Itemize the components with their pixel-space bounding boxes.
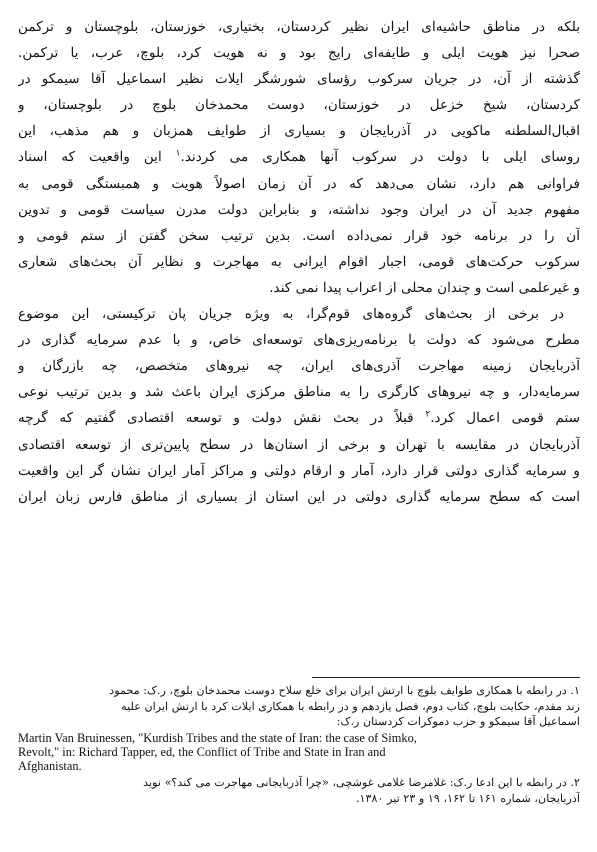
paragraph-1 bbox=[18, 14, 580, 301]
footnote-line: ۱. در رابطه با همکاری طوایف بلوچ با ارتش ایران برای خلع سلاح دوست محمدخان بلوچ، ر.ک: محمود bbox=[109, 684, 580, 697]
footnotes bbox=[18, 683, 580, 806]
text-line: و سرمایه گذاری دولتی قرار دارد، آمار و ارقام دولتی و مراکز آمار ایران نشان گر این واقعیت bbox=[18, 462, 580, 479]
text-line: است که سطح سرمایه گذاری دولتی در این استان از بسیاری از مناطق فارس زبان ایران bbox=[18, 488, 580, 505]
footnote-divider bbox=[312, 677, 580, 678]
footnote-2 bbox=[18, 775, 580, 806]
text-segment: این واقعیت که اسناد bbox=[18, 149, 176, 166]
text-line: آذربایجان در مقایسه با تهران و برخی از استان‌ها در سطح پایین‌تری از توسعه اقتصادی bbox=[18, 436, 580, 453]
footnote-1 bbox=[18, 683, 580, 730]
text-line bbox=[18, 405, 580, 431]
footnote-ref-2[interactable]: ۲ bbox=[425, 409, 431, 420]
footnote-line: Martin Van Bruinessen, "Kurdish Tribes and the state of Iran: the case of Simko, bbox=[18, 730, 417, 745]
text-line: فراوانی هم دارد، نشان می‌دهد که در آن زمان اصولاً هویت و همبستگی قومی به bbox=[18, 175, 580, 192]
text-line: مطرح می‌شود که دولت با برنامه‌ریزی‌های توسعه‌ای خاص، و با عدم سرمایه گذاری در bbox=[18, 332, 580, 349]
main-text bbox=[18, 14, 580, 510]
footnote-line: Revolt," in: Richard Tapper, ed, the Conflict of Tribe and State in Iran and bbox=[18, 744, 386, 759]
text-line: در برخی از بحث‌های گروه‌های قوم‌گرا، به ویژه جریان پان ترکیستی، این موضوع bbox=[18, 306, 564, 323]
text-line: گذشته از آن، در جریان سرکوب رؤسای شورشگر ایلات نظیر اسماعیل آقا سیمکو در bbox=[18, 71, 580, 88]
text-line: بلکه در مناطق حاشیه‌ای ایران نظیر کردستان، بختیاری، خوزستان، بلوچستان و ترکمن bbox=[18, 19, 580, 35]
text-line: سرمایه‌دار، و چه نیروهای کارگری را به مناطق مرکزی ایران باعث شد و بدین ترتیب نوعی bbox=[18, 384, 580, 401]
text-line: مفهوم جدید آن در ایران وجود نداشته، و بنابراین دولت مدرن سیاست قومی و تدوین bbox=[18, 201, 580, 218]
text-segment: روسای ایلی با دولت در سرکوب آنها همکاری می کردند. bbox=[180, 149, 580, 166]
text-line: صحرا نیز هویت ایلی و طایفه‌ای رایج بود و نه هویت کرد، بلوچ، عرب، یا ترکمن. bbox=[18, 45, 580, 62]
footnote-line: آذربایجان، شماره ۱۶۱ تا ۱۶۲، ۱۹ و ۲۳ تیر ۱۳۸۰. bbox=[355, 791, 580, 805]
text-line: کردستان، شیخ خزعل در خوزستان، دوست محمدخان بلوچ در بلوچستان، و bbox=[18, 97, 580, 114]
text-line: اقبال‌السلطنه ماکویی در آذربایجان و بسیاری از طوایف همزبان و هم مذهب، این bbox=[18, 123, 580, 140]
text-line: آن را در برنامه خود قرار نمی‌داده است. بدین ترتیب سخن گفتن از ستم قومی و bbox=[18, 227, 580, 244]
footnote-line: اسماعیل آقا سیمکو و حزب دموکرات کردستان ر.ک: bbox=[336, 715, 580, 728]
footnote-line: Afghanistan. bbox=[18, 758, 82, 773]
footnote-line: زند مقدم، حکایت بلوچ، کتاب دوم، فصل یازدهم و در رابطه با همکاری ایلات کرد با ارتش ایران علیه bbox=[121, 699, 580, 713]
text-segment: ستم قومی اعمال کرد. bbox=[430, 410, 580, 427]
footnote-line: ۲. در رابطه با این ادعا ر.ک: غلامرضا غلامی غوشچی، «چرا آذربایجانی مهاجرت می کند؟» نوید bbox=[143, 776, 580, 790]
footnote-1-citation bbox=[18, 731, 580, 774]
text-line bbox=[18, 144, 580, 170]
text-line: آذربایجان زمینه مهاجرت آذری‌های ایران، چه نیروهای متخصص، چه بازرگان و bbox=[18, 358, 580, 375]
text-line: سرکوب حرکت‌های قومی، اجبار اقوام ایرانی به مهاجرت و نظایر آن بحث‌های شعاری bbox=[18, 253, 580, 270]
footnote-ref-1[interactable]: ۱ bbox=[175, 148, 181, 159]
text-segment: قبلاً در بحث نقش دولت و توسعه اقتصادی گفتیم که گرچه bbox=[18, 410, 426, 427]
paragraph-2 bbox=[18, 301, 580, 510]
text-line: و غیرعلمی است و چندان محلی از اعراب پیدا نمی کند. bbox=[269, 279, 580, 296]
